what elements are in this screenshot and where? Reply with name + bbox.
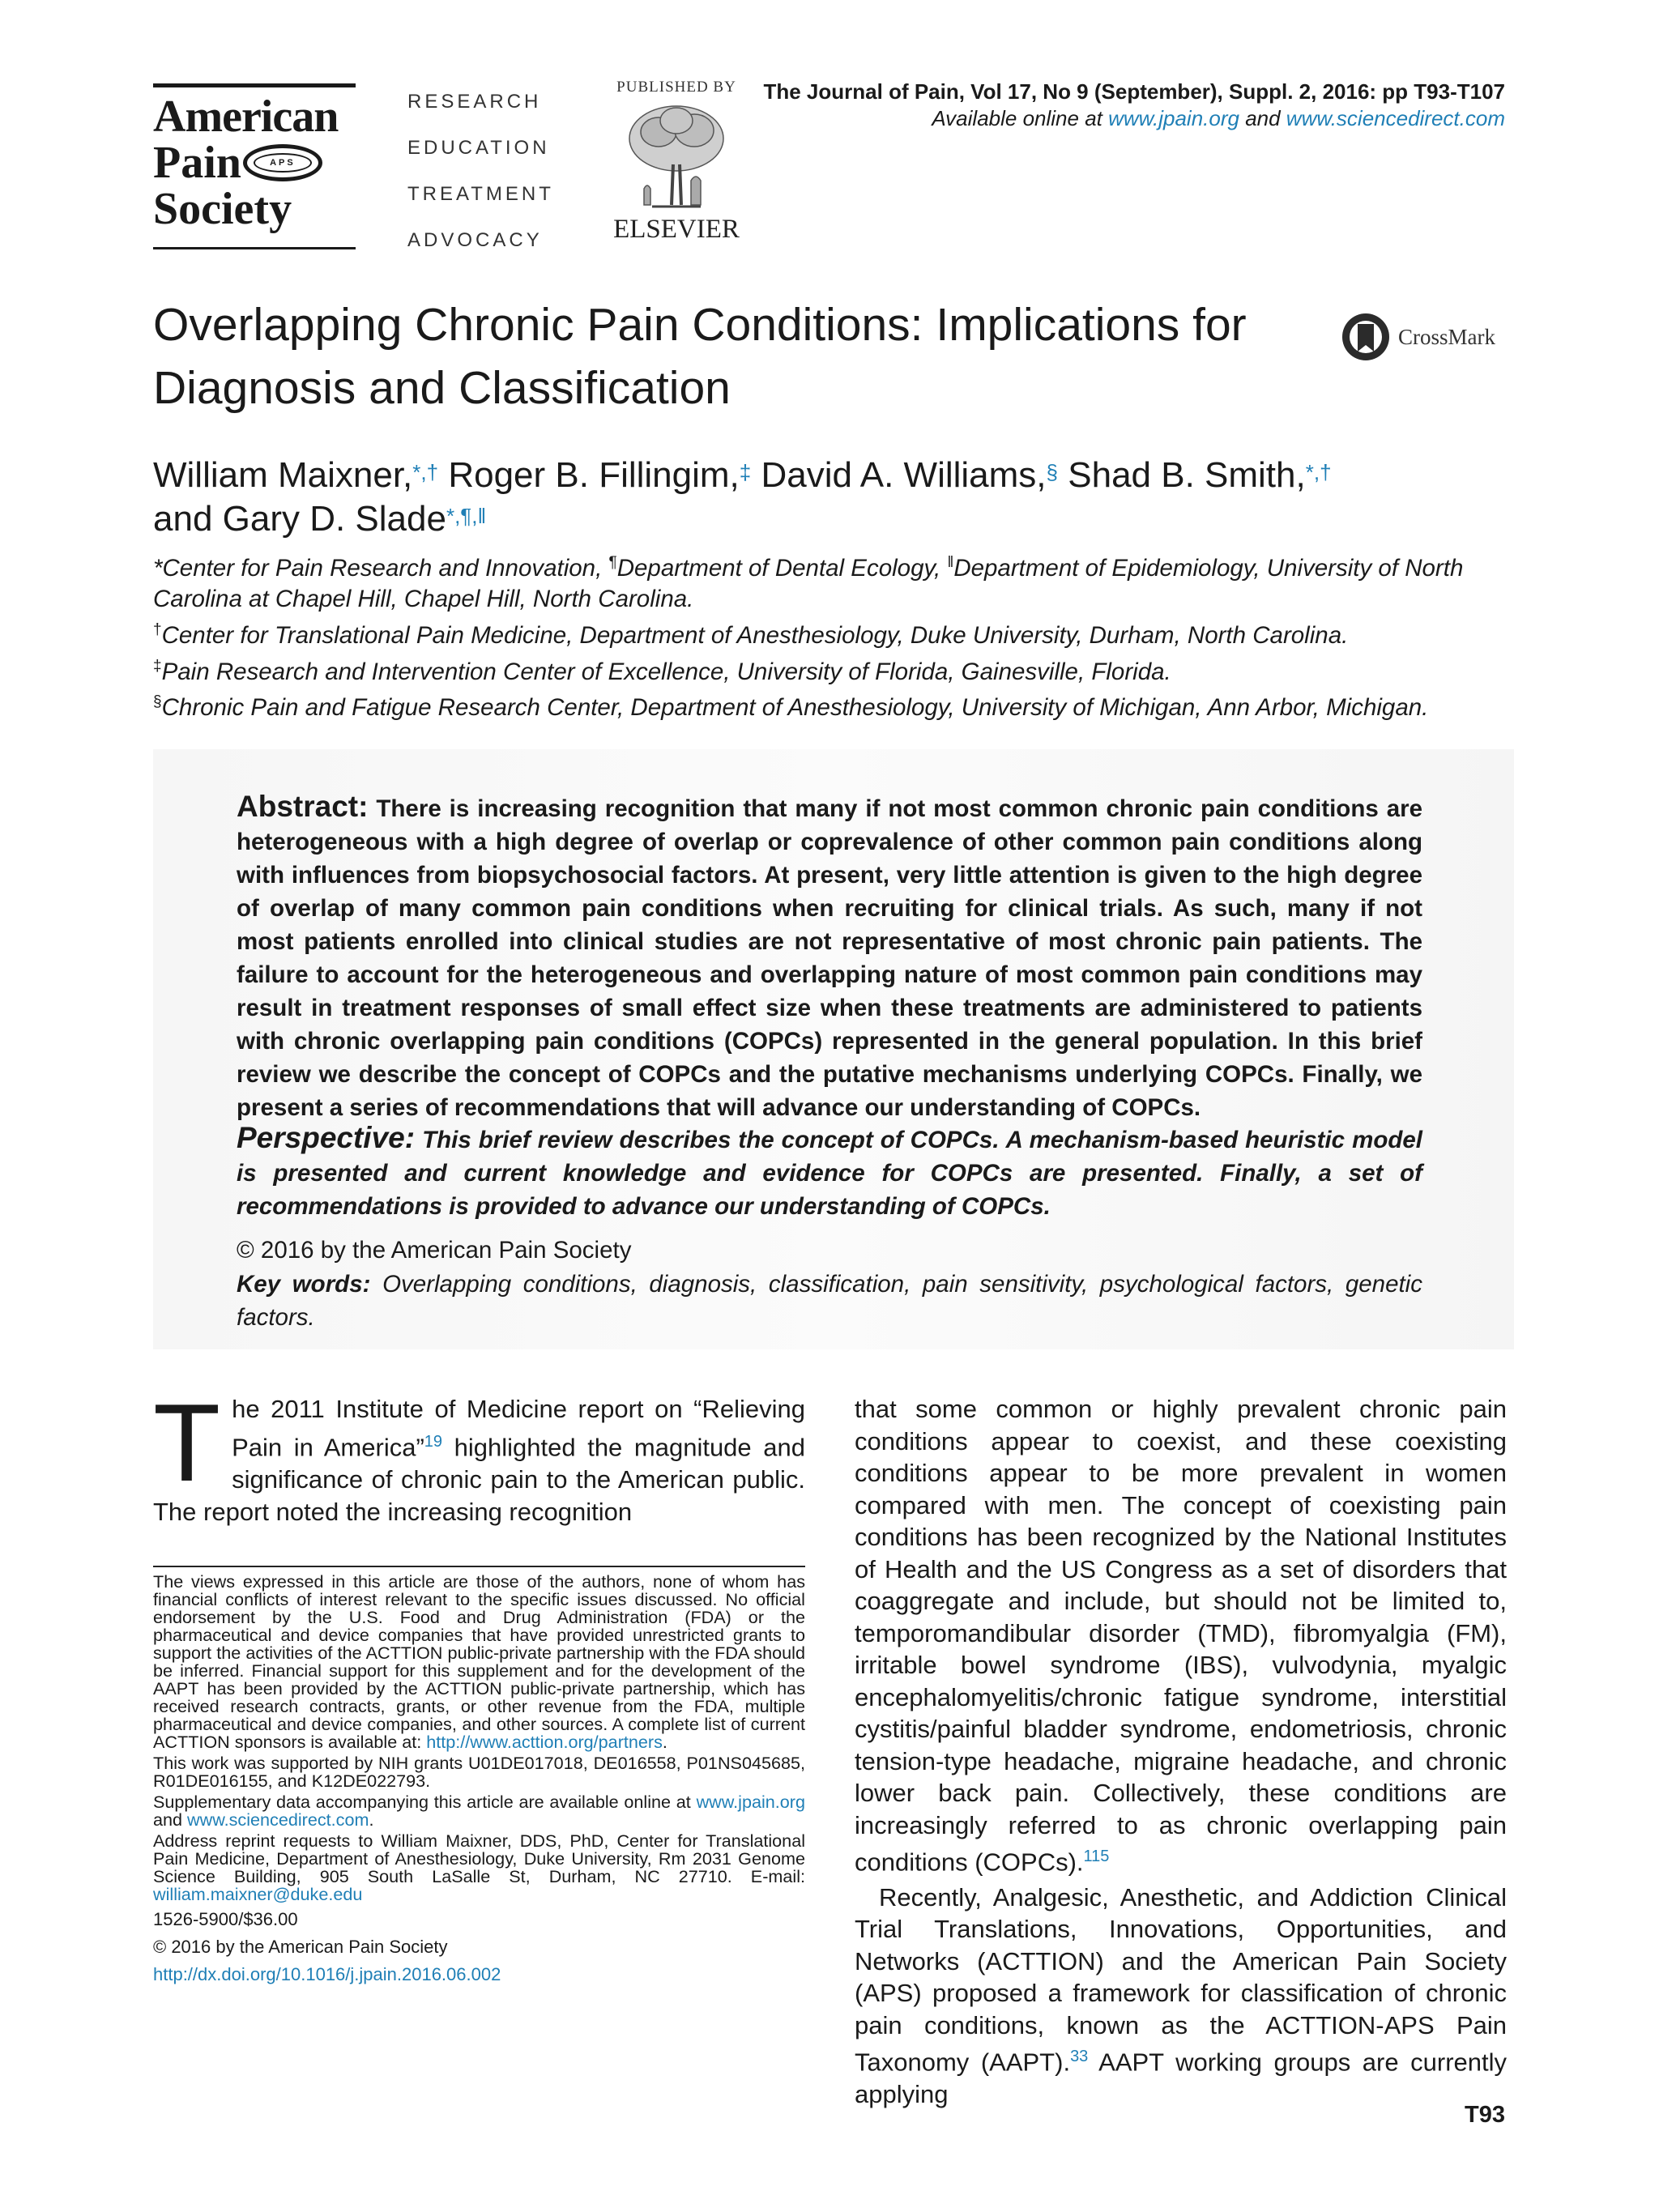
footnote-text: Supplementary data accompanying this article are available online at <box>153 1792 697 1812</box>
affiliation-mark: ¶ <box>608 554 617 571</box>
footnote-text: . <box>369 1809 374 1830</box>
body-paragraph <box>855 1393 1507 1878</box>
footnote-supplementary <box>153 1793 805 1829</box>
abstract-text: There is increasing recognition that many if not most common chronic pain conditions are heterogeneous with a high degree of overlap or coprevalence of other common pain conditions along with influences from biopsychosocial factors. At present, very little attention is given to the high degree of overlap of many common pain conditions when recruiting for clinical trials. As such, many if not most patients enrolled into clinical studies are not representative of most chronic pain patients. The failure to account for the heterogeneous and overlapping nature of most common pain conditions may result in treatment responses of small effect size when these treatments are administered to patients with chronic overlapping pain conditions (COPCs) represented in the general population. In this brief review we describe the concept of COPCs and the putative mechanisms underlying COPCs. Finally, we present a series of recommendations that will advance our understanding of COPCs. <box>237 795 1423 1121</box>
affiliation-text: Pain Research and Intervention Center of Excellence, University of Florida, Gainesville, Florida. <box>161 658 1171 685</box>
perspective-heading: Perspective: <box>237 1121 416 1154</box>
drop-cap: T <box>153 1381 221 1504</box>
article-title: Overlapping Chronic Pain Conditions: Implications for Diagnosis and Classification <box>153 299 1247 414</box>
affiliation-mark: ‡ <box>153 657 162 675</box>
email-link[interactable]: william.maixner@duke.edu <box>153 1884 363 1904</box>
body-text: Recently, Analgesic, Anesthetic, and Addiction Clinical Trial Translations, Innovations, Opportunities, and Networks (ACTTION) and the American Pain Society (APS) proposed a framework for classification of chronic pain conditions, known as the ACTTION-APS Pain Taxonomy (AAPT). <box>855 1882 1507 2077</box>
keywords-heading: Key words: <box>237 1271 371 1298</box>
elsevier-logo <box>612 79 740 245</box>
body-text: highlighted the magnitude and significance of chronic pain to the American public. The report noted the increasing recognition <box>153 1433 805 1527</box>
crossmark-button[interactable] <box>1340 311 1495 363</box>
perspective <box>237 1121 1422 1223</box>
affiliation-michigan <box>153 687 1514 723</box>
logo-word-pain: Pain <box>153 138 241 188</box>
affiliation-mark: ‖ <box>947 554 954 571</box>
logo-line-society: Society <box>153 184 292 234</box>
mission-education: EDUCATION <box>407 137 550 159</box>
affiliation-text: Department of Epidemiology, University of North Carolina at Chapel Hill, Chapel Hill, North Carolina. <box>153 554 1464 612</box>
journal-citation <box>763 79 1505 132</box>
crossmark-label: CrossMark <box>1398 324 1495 349</box>
page-number: T93 <box>1465 2102 1505 2128</box>
logo-line-american: American <box>153 92 339 142</box>
mission-advocacy: ADVOCACY <box>407 229 543 251</box>
affiliation-unc <box>153 548 1514 615</box>
affiliation-text: Chronic Pain and Fatigue Research Center, Department of Anesthesiology, University of Michigan, Ann Arbor, Michigan. <box>161 694 1429 722</box>
affiliation-duke <box>153 615 1514 651</box>
footnote-divider <box>153 1566 805 1567</box>
published-by-label: PUBLISHED BY <box>616 79 736 96</box>
jpain-link[interactable]: www.jpain.org <box>1108 106 1239 130</box>
citation-link[interactable]: 33 <box>1070 2048 1089 2066</box>
issn: 1526-5900/$36.00 <box>153 1909 298 1929</box>
aps-seal-text: APS <box>270 158 296 168</box>
author-williams: David A. Williams, <box>761 455 1047 495</box>
author-maixner: William Maixner, <box>153 455 413 495</box>
author-marks: *,¶,‖ <box>446 504 487 528</box>
acttion-partners-link[interactable]: http://www.acttion.org/partners <box>426 1732 663 1752</box>
body-right-column <box>855 1393 1507 2111</box>
sciencedirect-link[interactable]: www.sciencedirect.com <box>187 1809 369 1830</box>
keywords <box>237 1268 1422 1334</box>
footnote-reprints <box>153 1832 805 1903</box>
affiliations <box>153 548 1514 723</box>
author-smith: Shad B. Smith, <box>1068 455 1306 495</box>
affiliation-mark: * <box>153 554 163 582</box>
affiliation-mark: † <box>153 620 162 638</box>
author-list <box>153 454 1514 541</box>
abstract-heading: Abstract: <box>237 790 369 823</box>
perspective-text: This brief review describes the concept of COPCs. A mechanism-based heuristic model is presented and current knowledge and evidence for COPCs are presented. Finally, a set of recommendations is provided to advance our understanding of COPCs. <box>237 1127 1422 1220</box>
abstract <box>237 790 1422 1124</box>
mission-treatment: TREATMENT <box>407 183 554 205</box>
mission-research: RESEARCH <box>407 91 542 113</box>
footnote-text: The views expressed in this article are those of the authors, none of whom has financial conflicts of interest relevant to the specific issues discussed. No official endorsement by the U.S. Food and Drug Administration (FDA) or the pharmaceutical and device companies that have provided unrestricted grants to support the activities of the ACTTION public-private partnership with the FDA should be inferred. Financial support for this supplement and for the development of the AAPT has been provided by the ACTTION public-private partnership, which has received research contracts, grants, or other revenue from the FDA, multiple pharmaceutical and device companies, and other sources. A complete list of current ACTTION sponsors is available at: <box>153 1571 805 1752</box>
jpain-link[interactable]: www.jpain.org <box>696 1792 805 1812</box>
author-marks: *,† <box>1305 460 1332 484</box>
availability-prefix: Available online at <box>932 106 1109 130</box>
keywords-text: Overlapping conditions, diagnosis, classification, pain sensitivity, psychological factors, genetic factors. <box>237 1271 1422 1331</box>
abstract-copyright: © 2016 by the American Pain Society <box>237 1237 632 1264</box>
author-marks: ‡ <box>739 460 752 484</box>
footnote-funding: This work was supported by NIH grants U01DE017018, DE016558, P01NS045685, R01DE016155, and K12DE022793. <box>153 1753 805 1791</box>
society-mission-list <box>407 89 554 274</box>
footnote-disclaimer <box>153 1573 805 1751</box>
footnotes <box>153 1573 805 1986</box>
author-marks: § <box>1046 460 1059 484</box>
author-slade: and Gary D. Slade <box>153 499 446 539</box>
availability-and: and <box>1239 106 1286 130</box>
body-text: that some common or highly prevalent chronic pain conditions appear to coexist, and these coexisting conditions appear to be more prevalent in women compared with men. The concept of coexisting pain conditions has been recognized by the National Institutes of Health and the US Congress as a set of disorders that coaggregate and include, but should not be limited to, temporomandibular disorder (TMD), fibromyalgia (FM), irritable bowel syndrome (IBS), vulvodynia, myalgic encephalomyelitis/chronic fatigue syndrome, interstitial cystitis/painful bladder syndrome, endometriosis, chronic tension-type headache, migraine headache, and chronic lower back pain. Collectively, these conditions are increasingly referred to as chronic overlapping pain conditions (COPCs). <box>855 1395 1507 1877</box>
body-text: he 2011 Institute of Medicine report on “Relieving Pain in America” <box>232 1395 805 1462</box>
footnote-copyright: © 2016 by the American Pain Society <box>153 1937 448 1957</box>
affiliation-florida <box>153 651 1514 688</box>
citation-link[interactable]: 115 <box>1083 1848 1110 1865</box>
author-fillingim: Roger B. Fillingim, <box>448 455 740 495</box>
citation-link[interactable]: 19 <box>424 1433 443 1451</box>
affiliation-text: Center for Pain Research and Innovation, <box>162 554 609 582</box>
footnote-text: Address reprint requests to William Maixner, DDS, PhD, Center for Translational Pain Medicine, Department of Anesthesiology, Duke University, Rm 2031 Genome Science Building, 905 South LaSalle St, Durham, NC 27710. E-mail: <box>153 1831 805 1886</box>
affiliation-mark: § <box>153 693 162 711</box>
logo-line-pain <box>153 139 356 186</box>
journal-line: The Journal of Pain, Vol 17, No 9 (September), Suppl. 2, 2016: pp T93-T107 <box>763 79 1505 104</box>
elsevier-wordmark: ELSEVIER <box>613 215 740 244</box>
footnote-text: and <box>153 1809 188 1830</box>
affiliation-text: Center for Translational Pain Medicine, Department of Anesthesiology, Duke University, Durham, North Carolina. <box>161 621 1349 649</box>
aps-seal-icon <box>243 144 322 181</box>
american-pain-society-logo <box>153 83 356 249</box>
body-paragraph <box>855 1882 1507 2111</box>
sciencedirect-link[interactable]: www.sciencedirect.com <box>1286 106 1505 130</box>
body-left-column <box>153 1381 805 1528</box>
doi-link[interactable]: http://dx.doi.org/10.1016/j.jpain.2016.06.002 <box>153 1964 501 1984</box>
body-text: AAPT working groups are currently applying <box>855 2048 1507 2109</box>
crossmark-icon <box>1340 311 1392 363</box>
availability-line <box>763 105 1505 132</box>
footnote-text: . <box>662 1732 667 1752</box>
author-marks: *,† <box>412 460 439 484</box>
elsevier-tree-icon <box>620 100 733 213</box>
affiliation-text: Department of Dental Ecology, <box>616 554 948 582</box>
